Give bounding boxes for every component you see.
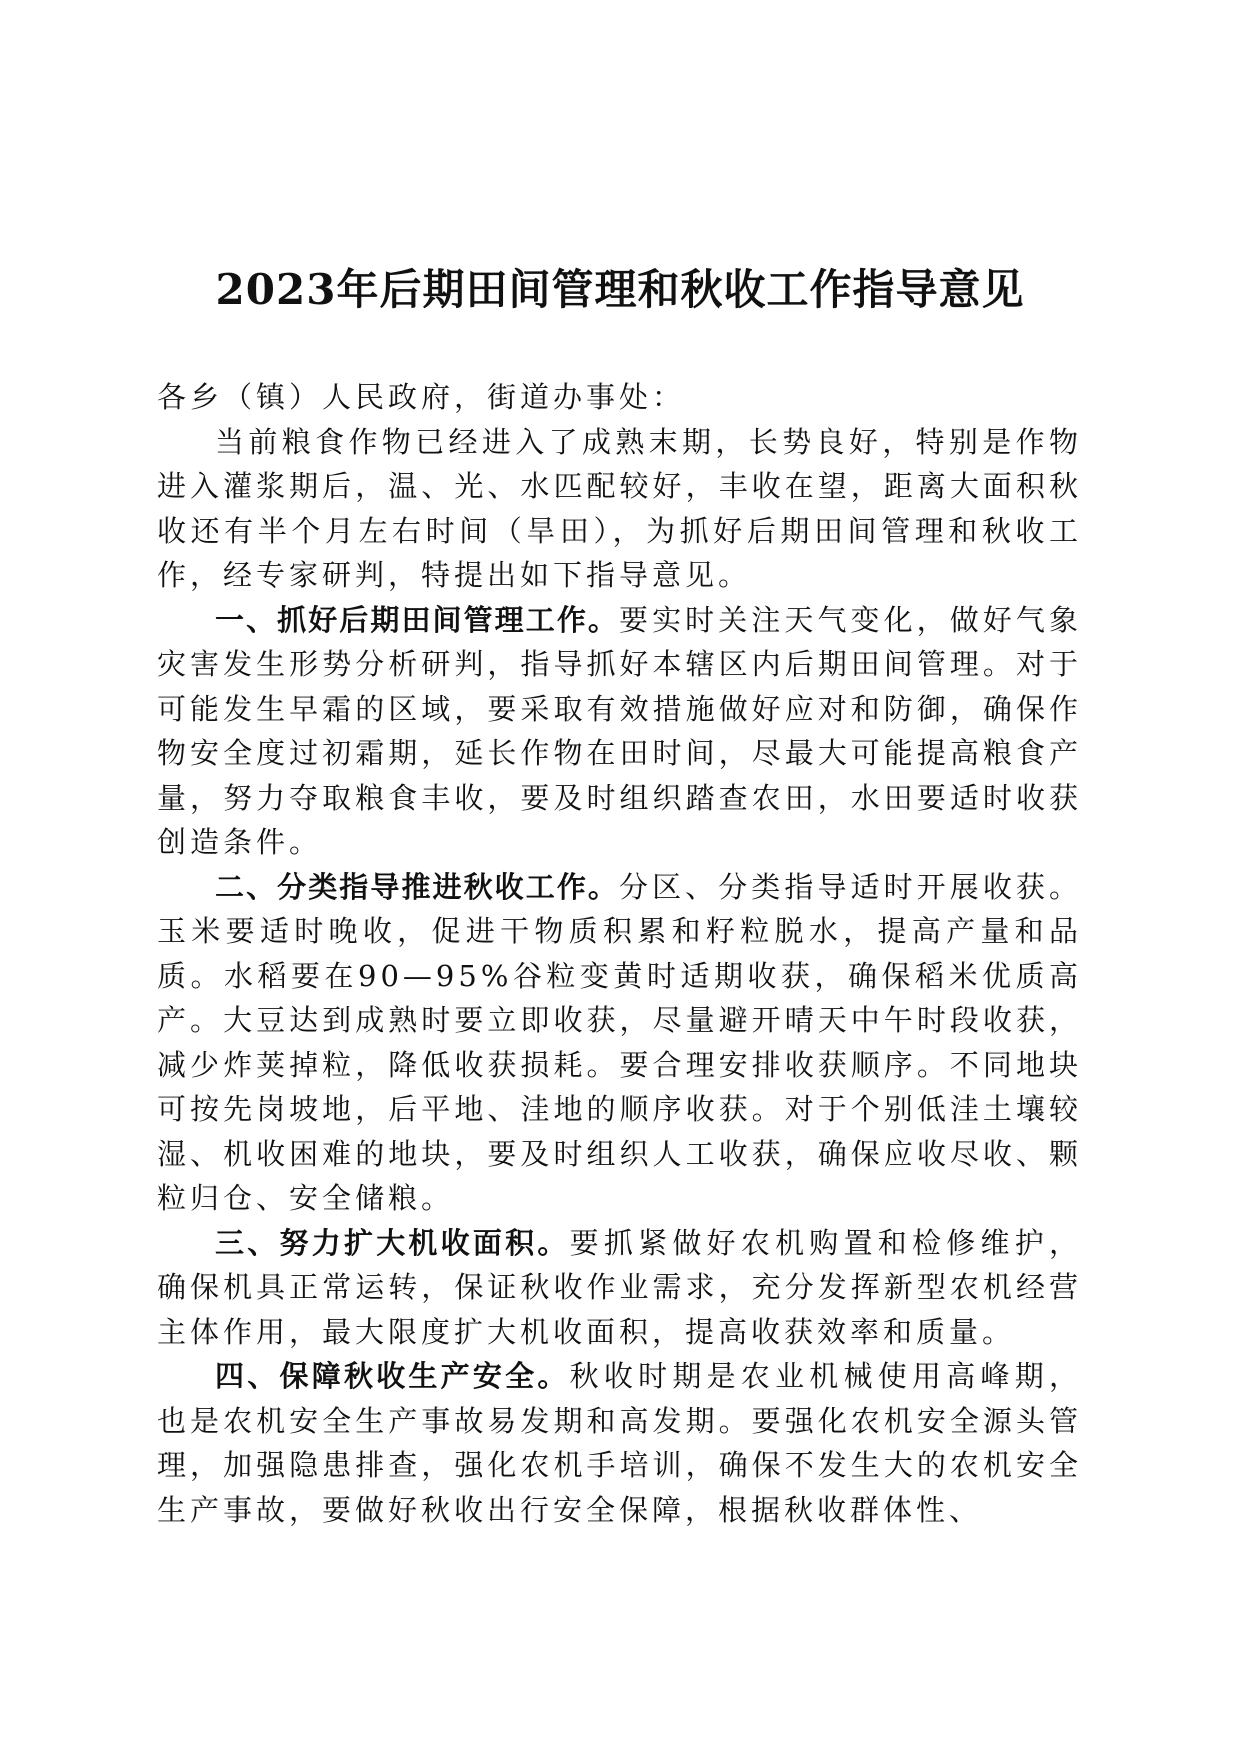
section-heading-1: 一、抓好后期田间管理工作。 [215, 602, 619, 637]
section-heading-4: 四、保障秋收生产安全。 [215, 1359, 570, 1393]
intro-paragraph: 当前粮食作物已经进入了成熟末期，长势良好，特别是作物进入灌浆期后，温、光、水匹配较好，丰收在望，距离大面积秋收还有半个月左右时间（旱田），为抓好后期田间管理和秋收工作，经专家研判，特提出如下指导意见。 [157, 424, 1082, 592]
section-heading-2: 二、分类指导推进秋收工作。 [215, 869, 619, 904]
document-title: 2023年后期田间管理和秋收工作指导意见 [215, 265, 1025, 315]
section-heading-3: 三、努力扩大机收面积。 [215, 1225, 570, 1260]
section-paragraph-4 [157, 1354, 1082, 1532]
document-body [157, 375, 1082, 1532]
section-text-2: 分区、分类指导适时开展收获。玉米要适时晚收，促进干物质积累和籽粒脱水，提高产量和品质。水稻要在90—95%谷粒变黄时适期收获，确保稻米优质高产。大豆达到成熟时要立即收获，尽量避开晴天中午时段收获，减少炸荚掉粒，降低收获损耗。要合理安排收获顺序。不同地块可按先岗坡地，后平地、洼地的顺序收获。对于个别低洼土壤较湿、机收困难的地块，要及时组织人工收获，确保应收尽收、颗粒归仓、安全储粮。 [157, 869, 1082, 1215]
section-paragraph-2 [157, 865, 1082, 1221]
section-paragraph-1 [157, 598, 1082, 865]
section-text-4: 秋收时期是农业机械使用高峰期，也是农机安全生产事故易发期和高发期。要强化农机安全源头管理，加强隐患排查，强化农机手培训，确保不发生大的农机安全生产事故，要做好秋收出行安全保障，根据秋收群体性、 [157, 1359, 1082, 1527]
section-paragraph-3 [157, 1221, 1082, 1355]
salutation: 各乡（镇）人民政府，街道办事处： [157, 380, 686, 414]
section-text-1: 要实时关注天气变化，做好气象灾害发生形势分析研判，指导抓好本辖区内后期田间管理。对于可能发生早霜的区域，要采取有效措施做好应对和防御，确保作物安全度过初霜期，延长作物在田时间，尽最大可能提高粮食产量，努力夺取粮食丰收，要及时组织踏查农田，水田要适时收获创造条件。 [157, 602, 1082, 859]
section-text-3: 要抓紧做好农机购置和检修维护，确保机具正常运转，保证秋收作业需求，充分发挥新型农机经营主体作用，最大限度扩大机收面积，提高收获效率和质量。 [157, 1225, 1082, 1349]
